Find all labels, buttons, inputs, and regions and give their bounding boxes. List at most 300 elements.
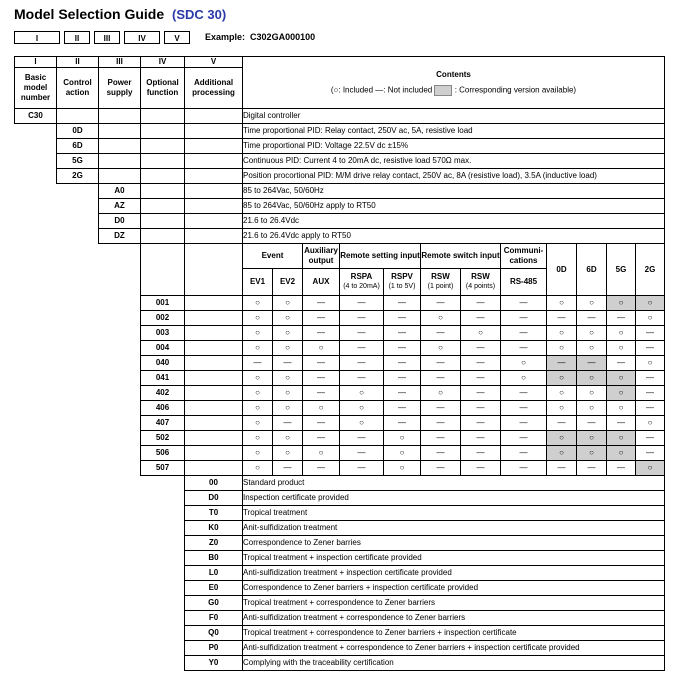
group-event: Event xyxy=(243,244,303,269)
empty-cell xyxy=(15,154,57,169)
option-cell: ○ xyxy=(607,326,636,341)
option-cell: — xyxy=(547,461,577,476)
empty-cell xyxy=(15,184,99,199)
option-cell: — xyxy=(384,416,421,431)
option-cell: ○ xyxy=(607,431,636,446)
blank-cell xyxy=(141,124,185,139)
col-name-5: Additional processing xyxy=(185,68,243,109)
empty-cell xyxy=(15,169,57,184)
blank-cell xyxy=(185,401,243,416)
empty-cell xyxy=(15,124,57,139)
option-cell: ○ xyxy=(577,446,607,461)
option-cell: — xyxy=(636,401,665,416)
option-cell: ○ xyxy=(607,386,636,401)
option-cell: ○ xyxy=(273,431,303,446)
option-cell: — xyxy=(384,401,421,416)
additional-desc: Anit-sulfidization treatment xyxy=(243,521,665,536)
legend-text: (○: Included —: Not included xyxy=(330,85,433,95)
additional-code: B0 xyxy=(185,551,243,566)
empty-cell xyxy=(15,656,185,671)
option-cell: — xyxy=(421,326,461,341)
blank-cell xyxy=(185,124,243,139)
empty-cell xyxy=(15,611,185,626)
sub-label: RS-485 xyxy=(509,277,538,286)
option-cell: ○ xyxy=(607,446,636,461)
option-cell: ○ xyxy=(547,296,577,311)
option-cell: ○ xyxy=(461,326,501,341)
empty-cell xyxy=(15,431,141,446)
additional-desc: Anti-sulfidization treatment + inspection certificate provided xyxy=(243,566,665,581)
additional-desc: Anti-sulfidization treatment + correspondence to Zener barriers + inspection certificate provided xyxy=(243,641,665,656)
blank-cell xyxy=(57,109,99,124)
empty-cell xyxy=(15,446,141,461)
blank-cell xyxy=(141,154,185,169)
additional-desc: Anti-sulfidization treatment + correspondence to Zener barriers xyxy=(243,611,665,626)
option-cell: ○ xyxy=(243,461,273,476)
option-cell: — xyxy=(636,371,665,386)
empty-cell xyxy=(15,341,141,356)
col-roman-3: III xyxy=(99,57,141,68)
additional-code: 00 xyxy=(185,476,243,491)
option-cell: ○ xyxy=(273,401,303,416)
sub-label: RSW xyxy=(471,272,490,281)
sub-note: (1 to 5V) xyxy=(388,283,416,290)
option-cell: ○ xyxy=(636,461,665,476)
sub-label: AUX xyxy=(312,277,330,286)
option-cell: ○ xyxy=(243,431,273,446)
option-cell: ○ xyxy=(607,371,636,386)
option-cell: ○ xyxy=(243,371,273,386)
blank-cell xyxy=(185,184,243,199)
legend xyxy=(243,85,664,96)
option-cell: ○ xyxy=(577,371,607,386)
power-supply-code: D0 xyxy=(99,214,141,229)
option-cell: — xyxy=(577,461,607,476)
option-cell: — xyxy=(607,416,636,431)
version-header-3: 2G xyxy=(636,244,665,296)
contents-title: Contents xyxy=(436,69,471,79)
option-cell: — xyxy=(501,341,547,356)
blank-cell xyxy=(185,416,243,431)
blank-cell xyxy=(141,244,185,296)
blank-cell xyxy=(141,199,185,214)
option-cell: ○ xyxy=(243,311,273,326)
option-cell: — xyxy=(273,416,303,431)
control-action-desc: Position procortional PID: M/M drive relay contact, 250V ac, 8A (resistive load), 3.5A (inductive load) xyxy=(243,169,665,184)
option-cell: — xyxy=(607,356,636,371)
option-cell: ○ xyxy=(273,371,303,386)
empty-cell xyxy=(15,371,141,386)
option-cell: ○ xyxy=(340,416,384,431)
option-cell: — xyxy=(501,401,547,416)
option-cell: — xyxy=(303,386,340,401)
option-cell: — xyxy=(547,416,577,431)
blank-cell xyxy=(185,154,243,169)
option-code: 407 xyxy=(141,416,185,431)
option-cell: ○ xyxy=(636,416,665,431)
option-cell: — xyxy=(461,371,501,386)
option-cell: ○ xyxy=(273,311,303,326)
option-cell: — xyxy=(461,461,501,476)
option-cell: — xyxy=(303,356,340,371)
additional-desc: Correspondence to Zener barries xyxy=(243,536,665,551)
additional-desc: Correspondence to Zener barriers + inspection certificate provided xyxy=(243,581,665,596)
power-supply-code: AZ xyxy=(99,199,141,214)
additional-desc: Tropical treatment + inspection certificate provided xyxy=(243,551,665,566)
option-cell: ○ xyxy=(243,401,273,416)
option-cell: — xyxy=(461,341,501,356)
option-cell: — xyxy=(384,311,421,326)
option-cell: — xyxy=(340,296,384,311)
option-cell: ○ xyxy=(577,296,607,311)
option-cell: ○ xyxy=(384,446,421,461)
blank-cell xyxy=(185,431,243,446)
blank-cell xyxy=(185,326,243,341)
blank-cell xyxy=(141,229,185,244)
option-cell: ○ xyxy=(273,446,303,461)
option-cell: — xyxy=(340,371,384,386)
empty-cell xyxy=(15,386,141,401)
option-cell: — xyxy=(340,431,384,446)
sub-note: (4 to 20mA) xyxy=(343,283,380,290)
option-cell: — xyxy=(421,296,461,311)
blank-cell xyxy=(99,124,141,139)
blank-cell xyxy=(185,244,243,296)
option-cell: — xyxy=(461,446,501,461)
additional-code: Z0 xyxy=(185,536,243,551)
sub-label: RSW xyxy=(431,272,450,281)
blank-cell xyxy=(185,461,243,476)
example xyxy=(205,32,315,42)
col-name-2: Control action xyxy=(57,68,99,109)
option-cell: ○ xyxy=(384,461,421,476)
option-cell: — xyxy=(461,386,501,401)
empty-cell xyxy=(15,566,185,581)
option-cell: — xyxy=(461,431,501,446)
code-box-4: IV xyxy=(124,31,160,44)
option-cell: ○ xyxy=(577,401,607,416)
additional-code: G0 xyxy=(185,596,243,611)
title-text: Model Selection Guide xyxy=(14,6,165,22)
empty-cell xyxy=(15,139,57,154)
option-cell: ○ xyxy=(636,296,665,311)
option-cell: — xyxy=(340,461,384,476)
power-supply-desc: 21.6 to 26.4Vdc apply to RT50 xyxy=(243,229,665,244)
option-cell: — xyxy=(636,341,665,356)
code-box-5: V xyxy=(164,31,190,44)
option-cell: — xyxy=(501,446,547,461)
option-cell: ○ xyxy=(547,401,577,416)
option-cell: — xyxy=(421,371,461,386)
power-supply-code: DZ xyxy=(99,229,141,244)
blank-cell xyxy=(99,109,141,124)
option-code: 506 xyxy=(141,446,185,461)
option-cell: — xyxy=(636,431,665,446)
empty-cell xyxy=(15,311,141,326)
blank-cell xyxy=(141,139,185,154)
option-code: 041 xyxy=(141,371,185,386)
control-action-code: 2G xyxy=(57,169,99,184)
control-action-code: 6D xyxy=(57,139,99,154)
additional-code: F0 xyxy=(185,611,243,626)
option-code: 406 xyxy=(141,401,185,416)
option-cell: — xyxy=(384,326,421,341)
power-supply-desc: 21.6 to 26.4Vdc xyxy=(243,214,665,229)
option-code: 003 xyxy=(141,326,185,341)
empty-cell xyxy=(15,244,141,296)
empty-cell xyxy=(15,476,185,491)
option-cell: — xyxy=(461,416,501,431)
option-cell: — xyxy=(577,356,607,371)
blank-cell xyxy=(141,214,185,229)
code-box-2: II xyxy=(64,31,90,44)
sub-label: RSPV xyxy=(391,272,413,281)
control-action-desc: Time proportional PID: Relay contact, 250V ac, 5A, resistive load xyxy=(243,124,665,139)
empty-cell xyxy=(15,626,185,641)
option-cell: — xyxy=(461,311,501,326)
option-cell: ○ xyxy=(243,416,273,431)
option-cell: — xyxy=(384,386,421,401)
option-cell: ○ xyxy=(273,326,303,341)
option-cell: — xyxy=(421,401,461,416)
option-cell: ○ xyxy=(303,446,340,461)
blank-cell xyxy=(185,214,243,229)
blank-cell xyxy=(185,446,243,461)
sub-header-5 xyxy=(421,269,461,296)
option-cell: — xyxy=(501,416,547,431)
option-cell: ○ xyxy=(243,446,273,461)
option-code: 502 xyxy=(141,431,185,446)
option-cell: — xyxy=(303,326,340,341)
option-cell: ○ xyxy=(607,296,636,311)
blank-cell xyxy=(141,169,185,184)
option-cell: — xyxy=(340,446,384,461)
option-code: 001 xyxy=(141,296,185,311)
option-cell: — xyxy=(636,386,665,401)
option-cell: — xyxy=(384,356,421,371)
option-cell: — xyxy=(340,311,384,326)
col-roman-4: IV xyxy=(141,57,185,68)
legend-text-2: : Corresponding version available) xyxy=(454,85,577,95)
option-cell: ○ xyxy=(577,326,607,341)
option-cell: — xyxy=(501,296,547,311)
subtitle-text: (SDC 30) xyxy=(172,7,227,22)
blank-cell xyxy=(99,139,141,154)
blank-cell xyxy=(141,109,185,124)
option-cell: ○ xyxy=(303,401,340,416)
sub-header-3 xyxy=(340,269,384,296)
option-cell: — xyxy=(303,311,340,326)
code-box-1: I xyxy=(14,31,60,44)
option-cell: — xyxy=(303,461,340,476)
sub-header-2 xyxy=(303,269,340,296)
option-cell: — xyxy=(501,311,547,326)
empty-cell xyxy=(15,491,185,506)
option-cell: ○ xyxy=(501,371,547,386)
sub-header-7 xyxy=(501,269,547,296)
option-cell: ○ xyxy=(421,341,461,356)
option-cell: ○ xyxy=(303,341,340,356)
blank-cell xyxy=(185,229,243,244)
option-cell: — xyxy=(421,446,461,461)
empty-cell xyxy=(15,356,141,371)
option-cell: — xyxy=(340,326,384,341)
option-cell: ○ xyxy=(243,341,273,356)
col-name-1: Basic model number xyxy=(15,68,57,109)
group-communications: Communi- cations xyxy=(501,244,547,269)
option-cell: — xyxy=(421,416,461,431)
blank-cell xyxy=(185,169,243,184)
empty-cell xyxy=(15,326,141,341)
additional-desc: Standard product xyxy=(243,476,665,491)
blank-cell xyxy=(185,109,243,124)
option-cell: — xyxy=(501,431,547,446)
option-cell: — xyxy=(547,311,577,326)
additional-code: Q0 xyxy=(185,626,243,641)
option-cell: ○ xyxy=(273,341,303,356)
blank-cell xyxy=(185,386,243,401)
power-supply-code: A0 xyxy=(99,184,141,199)
additional-code: K0 xyxy=(185,521,243,536)
blank-cell xyxy=(99,154,141,169)
option-cell: ○ xyxy=(547,386,577,401)
additional-desc: Complying with the traceability certification xyxy=(243,656,665,671)
empty-cell xyxy=(15,596,185,611)
col-name-4: Optional function xyxy=(141,68,185,109)
col-roman-5: V xyxy=(185,57,243,68)
blank-cell xyxy=(185,199,243,214)
empty-cell xyxy=(15,551,185,566)
option-cell: — xyxy=(461,296,501,311)
option-cell: — xyxy=(607,461,636,476)
option-cell: — xyxy=(384,371,421,386)
option-cell: — xyxy=(501,326,547,341)
empty-cell xyxy=(15,214,99,229)
option-cell: — xyxy=(384,341,421,356)
col-name-3: Power supply xyxy=(99,68,141,109)
option-cell: ○ xyxy=(636,356,665,371)
blank-cell xyxy=(141,184,185,199)
group-remote-switch: Remote switch input xyxy=(421,244,501,269)
control-action-desc: Continuous PID: Current 4 to 20mA dc, resistive load 570Ω max. xyxy=(243,154,665,169)
group-aux: Auxiliary output xyxy=(303,244,340,269)
power-supply-desc: 85 to 264Vac, 50/60Hz apply to RT50 xyxy=(243,199,665,214)
additional-code: P0 xyxy=(185,641,243,656)
group-remote-setting: Remote setting input xyxy=(340,244,421,269)
empty-cell xyxy=(15,506,185,521)
control-action-code: 0D xyxy=(57,124,99,139)
empty-cell xyxy=(15,461,141,476)
option-cell: ○ xyxy=(547,341,577,356)
option-cell: — xyxy=(303,416,340,431)
sub-note: (1 point) xyxy=(427,283,454,290)
option-cell: ○ xyxy=(384,431,421,446)
empty-cell xyxy=(15,229,99,244)
option-cell: ○ xyxy=(607,341,636,356)
sub-header-4 xyxy=(384,269,421,296)
option-cell: ○ xyxy=(243,326,273,341)
option-cell: — xyxy=(384,296,421,311)
additional-desc: Tropical treatment xyxy=(243,506,665,521)
option-cell: ○ xyxy=(607,401,636,416)
option-cell: ○ xyxy=(547,326,577,341)
power-supply-desc: 85 to 264Vac, 50/60Hz xyxy=(243,184,665,199)
additional-code: D0 xyxy=(185,491,243,506)
additional-code: L0 xyxy=(185,566,243,581)
control-action-desc: Time proportional PID: Voltage 22.5V dc ±15% xyxy=(243,139,665,154)
option-cell: — xyxy=(501,461,547,476)
option-cell: — xyxy=(636,446,665,461)
option-cell: — xyxy=(273,461,303,476)
option-cell: ○ xyxy=(243,386,273,401)
additional-code: E0 xyxy=(185,581,243,596)
option-cell: — xyxy=(577,416,607,431)
additional-code: T0 xyxy=(185,506,243,521)
option-cell: ○ xyxy=(501,356,547,371)
empty-cell xyxy=(15,416,141,431)
empty-cell xyxy=(15,521,185,536)
option-cell: ○ xyxy=(421,386,461,401)
empty-cell xyxy=(15,199,99,214)
option-cell: ○ xyxy=(577,341,607,356)
legend-gray-swatch xyxy=(434,85,452,96)
additional-code: Y0 xyxy=(185,656,243,671)
page-title xyxy=(14,6,226,22)
basic-model-desc: Digital controller xyxy=(243,109,665,124)
option-cell: — xyxy=(636,326,665,341)
option-cell: ○ xyxy=(273,386,303,401)
contents-header xyxy=(243,57,665,109)
sub-label: RSPA xyxy=(350,272,373,281)
example-label: Example: xyxy=(205,32,246,42)
option-cell: — xyxy=(607,311,636,326)
control-action-code: 5G xyxy=(57,154,99,169)
version-header-1: 6D xyxy=(577,244,607,296)
option-cell: — xyxy=(461,401,501,416)
option-cell: — xyxy=(303,371,340,386)
code-box-3: III xyxy=(94,31,120,44)
option-cell: — xyxy=(340,341,384,356)
additional-desc: Inspection certificate provided xyxy=(243,491,665,506)
empty-cell xyxy=(15,536,185,551)
version-header-0: 0D xyxy=(547,244,577,296)
option-cell: — xyxy=(421,431,461,446)
blank-cell xyxy=(99,169,141,184)
sub-label: EV2 xyxy=(279,277,296,286)
blank-cell xyxy=(185,296,243,311)
sub-header-1 xyxy=(273,269,303,296)
option-cell: — xyxy=(243,356,273,371)
version-header-2: 5G xyxy=(607,244,636,296)
option-cell: ○ xyxy=(340,401,384,416)
option-code: 004 xyxy=(141,341,185,356)
option-cell: ○ xyxy=(577,386,607,401)
empty-cell xyxy=(15,296,141,311)
sub-header-0 xyxy=(243,269,273,296)
blank-cell xyxy=(185,371,243,386)
blank-cell xyxy=(185,356,243,371)
option-cell: — xyxy=(547,356,577,371)
blank-cell xyxy=(185,139,243,154)
option-cell: ○ xyxy=(547,446,577,461)
basic-model-code: C30 xyxy=(15,109,57,124)
blank-cell xyxy=(185,341,243,356)
col-roman-2: II xyxy=(57,57,99,68)
option-cell: ○ xyxy=(547,431,577,446)
sub-header-6 xyxy=(461,269,501,296)
option-code: 040 xyxy=(141,356,185,371)
empty-cell xyxy=(15,641,185,656)
